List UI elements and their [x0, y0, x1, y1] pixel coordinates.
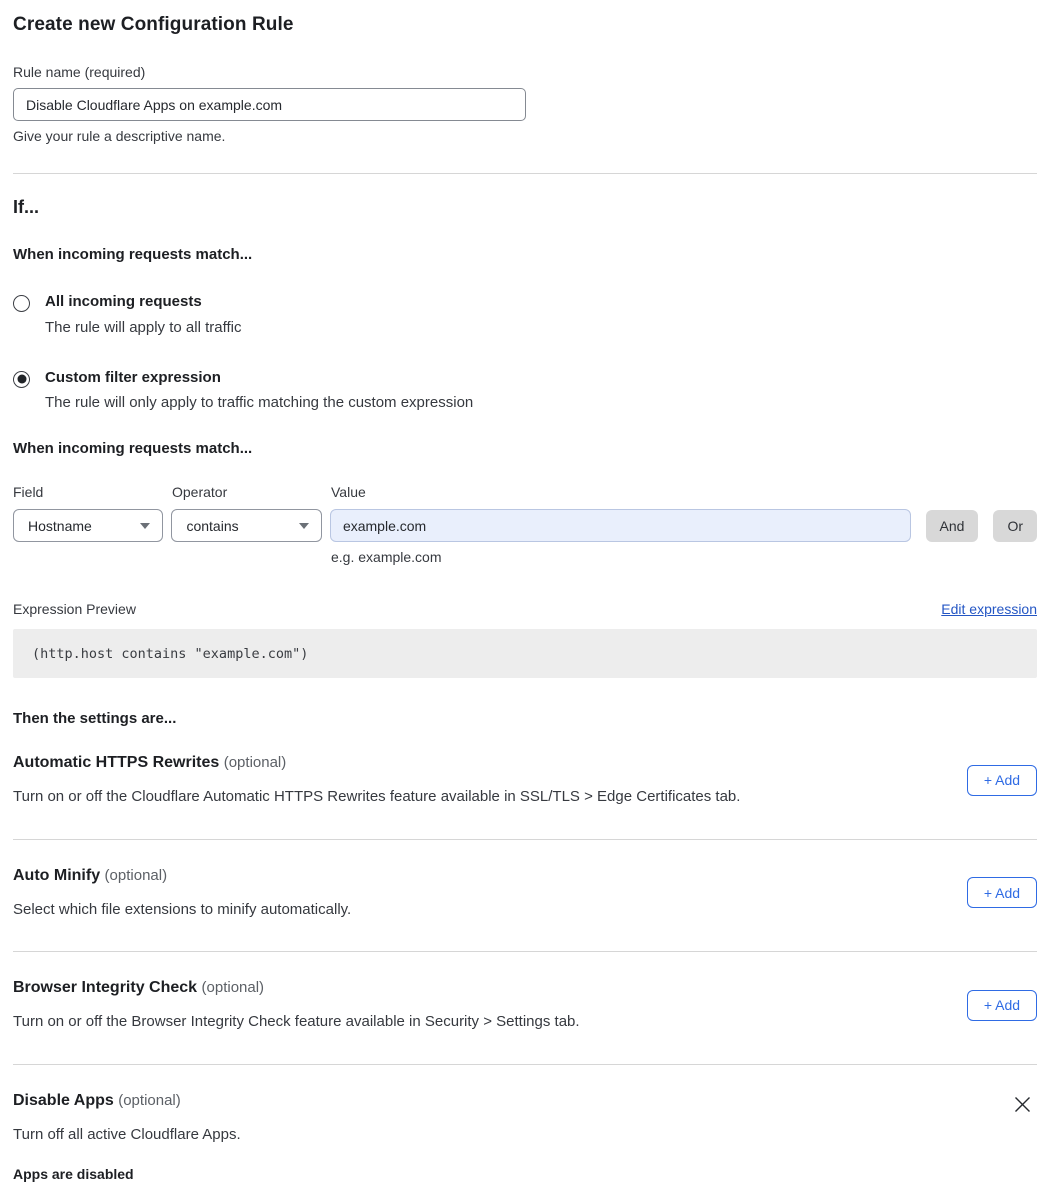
rule-name-label: Rule name (required)	[13, 64, 1037, 80]
setting-title: Automatic HTTPS Rewrites (optional)	[13, 754, 740, 772]
rule-name-input[interactable]	[13, 88, 526, 121]
add-button[interactable]: + Add	[967, 990, 1037, 1021]
radio-description: The rule will only apply to traffic matching the custom expression	[45, 394, 473, 413]
rule-name-group	[13, 64, 1037, 144]
operator-select[interactable]	[171, 509, 321, 542]
value-helper-text: e.g. example.com	[331, 549, 1037, 565]
close-icon	[1014, 1096, 1031, 1113]
setting-description: Select which file extensions to minify automatically.	[13, 900, 351, 920]
field-select-value: Hostname	[28, 518, 92, 534]
apps-disabled-status: Apps are disabled	[13, 1166, 241, 1182]
then-settings-heading: Then the settings are...	[13, 710, 1037, 727]
value-input[interactable]	[330, 509, 911, 542]
setting-title: Browser Integrity Check (optional)	[13, 979, 580, 997]
setting-optional-tag: (optional)	[105, 867, 168, 884]
field-select[interactable]	[13, 509, 163, 542]
setting-disable-apps	[13, 1065, 1037, 1182]
edit-expression-link[interactable]: Edit expression	[941, 601, 1037, 617]
setting-optional-tag: (optional)	[202, 979, 265, 996]
and-button[interactable]: And	[926, 510, 979, 542]
expression-preview-label: Expression Preview	[13, 601, 136, 617]
page-title: Create new Configuration Rule	[13, 14, 1037, 36]
chevron-down-icon	[140, 523, 150, 529]
expression-builder-heading: When incoming requests match...	[13, 440, 1037, 457]
radio-button[interactable]	[13, 295, 30, 312]
setting-automatic-https-rewrites	[13, 727, 1037, 839]
add-button[interactable]: + Add	[967, 765, 1037, 796]
setting-optional-tag: (optional)	[118, 1092, 181, 1109]
add-button[interactable]: + Add	[967, 877, 1037, 908]
operator-label: Operator	[172, 484, 331, 500]
close-button[interactable]	[1010, 1092, 1035, 1117]
if-heading: If...	[13, 197, 1037, 218]
setting-auto-minify	[13, 840, 1037, 952]
setting-optional-tag: (optional)	[224, 754, 287, 771]
radio-label: Custom filter expression	[45, 369, 473, 388]
radio-description: The rule will apply to all traffic	[45, 319, 241, 338]
incoming-requests-match-heading: When incoming requests match...	[13, 246, 1037, 263]
rule-name-helper: Give your rule a descriptive name.	[13, 128, 1037, 144]
setting-description: Turn on or off the Cloudflare Automatic HTTPS Rewrites feature available in SSL/TLS > Edge Certificates tab.	[13, 787, 740, 807]
match-type-radio-group	[13, 293, 1037, 413]
section-divider	[13, 173, 1037, 174]
operator-select-value: contains	[186, 518, 238, 534]
setting-title: Auto Minify (optional)	[13, 867, 351, 885]
chevron-down-icon	[299, 523, 309, 529]
radio-option-all-incoming-requests[interactable]	[13, 293, 1037, 338]
radio-option-custom-filter-expression[interactable]	[13, 369, 1037, 414]
value-label: Value	[331, 484, 366, 500]
setting-browser-integrity-check	[13, 952, 1037, 1064]
setting-title: Disable Apps (optional)	[13, 1092, 241, 1110]
setting-description: Turn on or off the Browser Integrity Check feature available in Security > Settings tab.	[13, 1012, 580, 1032]
or-button[interactable]: Or	[993, 510, 1037, 542]
setting-description: Turn off all active Cloudflare Apps.	[13, 1125, 241, 1145]
radio-button[interactable]	[13, 371, 30, 388]
field-label: Field	[13, 484, 172, 500]
expression-builder	[13, 440, 1037, 565]
expression-preview-code: (http.host contains "example.com")	[13, 629, 1037, 678]
radio-label: All incoming requests	[45, 293, 241, 312]
